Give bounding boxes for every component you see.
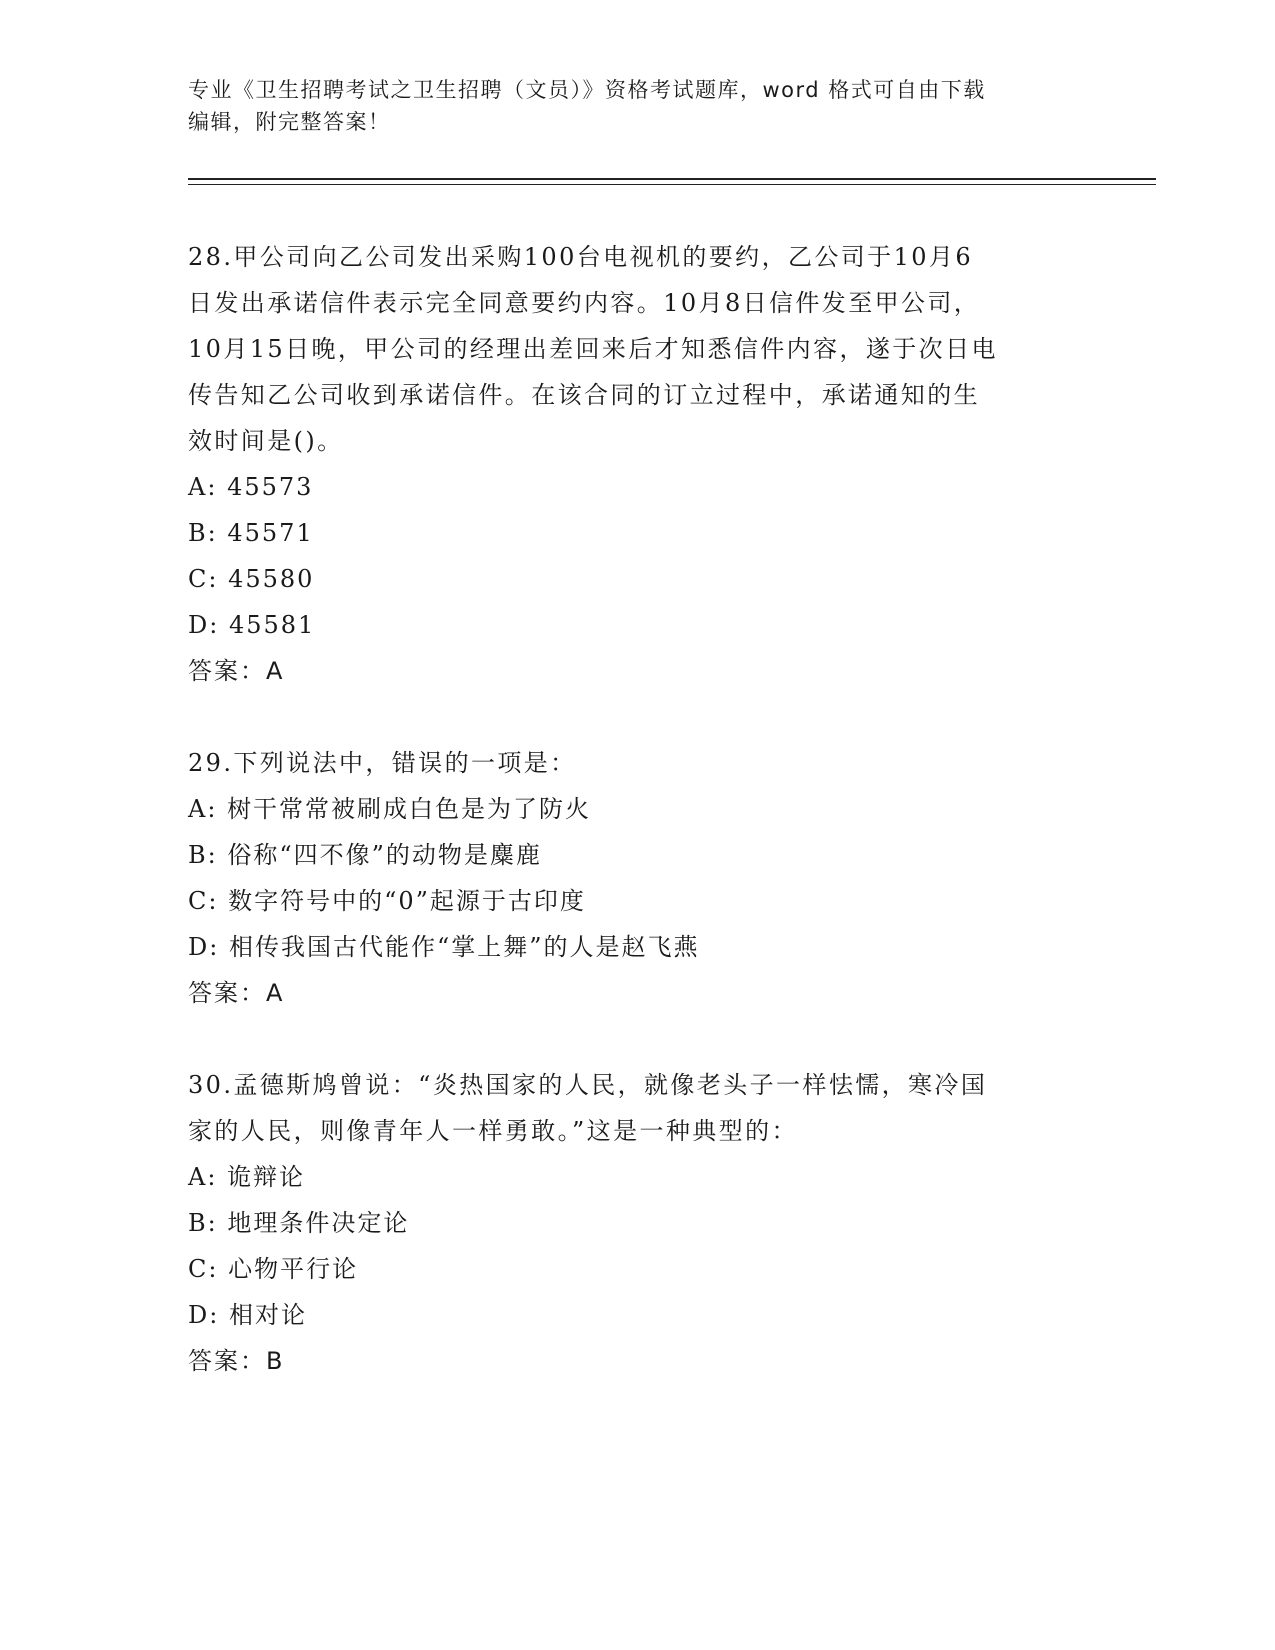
question-30	[188, 1062, 1088, 1384]
question-stem	[188, 1062, 1088, 1154]
option-label: B:	[188, 1209, 218, 1237]
stem-line: 传告知乙公司收到承诺信件。在该合同的订立过程中，承诺通知的生	[188, 381, 980, 409]
option-label: A:	[188, 473, 218, 501]
option-c	[188, 556, 1088, 602]
stem-line: 家的人民，则像青年人一样勇敢。”这是一种典型的：	[188, 1117, 798, 1145]
question-28	[188, 234, 1088, 694]
option-text: 45571	[227, 519, 314, 547]
option-a	[188, 1154, 1088, 1200]
stem-line: 10月15日晚，甲公司的经理出差回来后才知悉信件内容，遂于次日电	[188, 335, 998, 363]
header-divider-thick	[188, 178, 1156, 180]
option-text: 数字符号中的“0”起源于古印度	[228, 887, 586, 915]
stem-line: 30.孟德斯鸠曾说：“炎热国家的人民，就像老头子一样怯懦，寒冷国	[188, 1071, 988, 1099]
option-label: C:	[188, 1255, 219, 1283]
option-c	[188, 878, 1088, 924]
option-a	[188, 464, 1088, 510]
stem-line: 日发出承诺信件表示完全同意要约内容。10月8日信件发至甲公司，	[188, 289, 981, 317]
question-list	[188, 234, 1088, 1430]
header-line-1: 专业《卫生招聘考试之卫生招聘（文员）》资格考试题库，word 格式可自由下载	[188, 78, 986, 102]
answer-line: 答案：A	[188, 979, 285, 1007]
option-label: B:	[188, 519, 218, 547]
option-label: C:	[188, 565, 219, 593]
question-stem	[188, 740, 1088, 786]
option-text: 相对论	[228, 1301, 307, 1329]
stem-line: 效时间是()。	[188, 427, 344, 455]
option-text: 相传我国古代能作“掌上舞”的人是赵飞燕	[228, 933, 700, 961]
option-text: 45573	[227, 473, 314, 501]
option-text: 心物平行论	[228, 1255, 359, 1283]
option-d	[188, 1292, 1088, 1338]
option-d	[188, 602, 1088, 648]
option-label: A:	[188, 1163, 218, 1191]
header-divider-thin	[188, 184, 1156, 185]
option-a	[188, 786, 1088, 832]
option-text: 45580	[228, 565, 315, 593]
answer-line: 答案：B	[188, 1347, 285, 1375]
question-stem	[188, 234, 1088, 464]
header-line-2: 编辑，附完整答案！	[188, 110, 391, 134]
option-d	[188, 924, 1088, 970]
option-b	[188, 1200, 1088, 1246]
option-b	[188, 510, 1088, 556]
option-c	[188, 1246, 1088, 1292]
option-label: D:	[188, 1301, 220, 1329]
option-text: 树干常常被刷成白色是为了防火	[227, 795, 592, 823]
option-label: B:	[188, 841, 218, 869]
option-label: D:	[188, 611, 220, 639]
option-label: A:	[188, 795, 218, 823]
option-text: 45581	[228, 611, 316, 639]
option-text: 诡辩论	[227, 1163, 306, 1191]
document-header	[188, 74, 1068, 138]
stem-line: 29.下列说法中，错误的一项是：	[188, 749, 577, 777]
option-text: 地理条件决定论	[227, 1209, 410, 1237]
answer-line: 答案：A	[188, 657, 285, 685]
option-text: 俗称“四不像”的动物是麋鹿	[227, 841, 542, 869]
stem-line: 28.甲公司向乙公司发出采购100台电视机的要约，乙公司于10月6	[188, 243, 973, 271]
option-label: D:	[188, 933, 220, 961]
option-b	[188, 832, 1088, 878]
option-label: C:	[188, 887, 219, 915]
question-29	[188, 740, 1088, 1016]
